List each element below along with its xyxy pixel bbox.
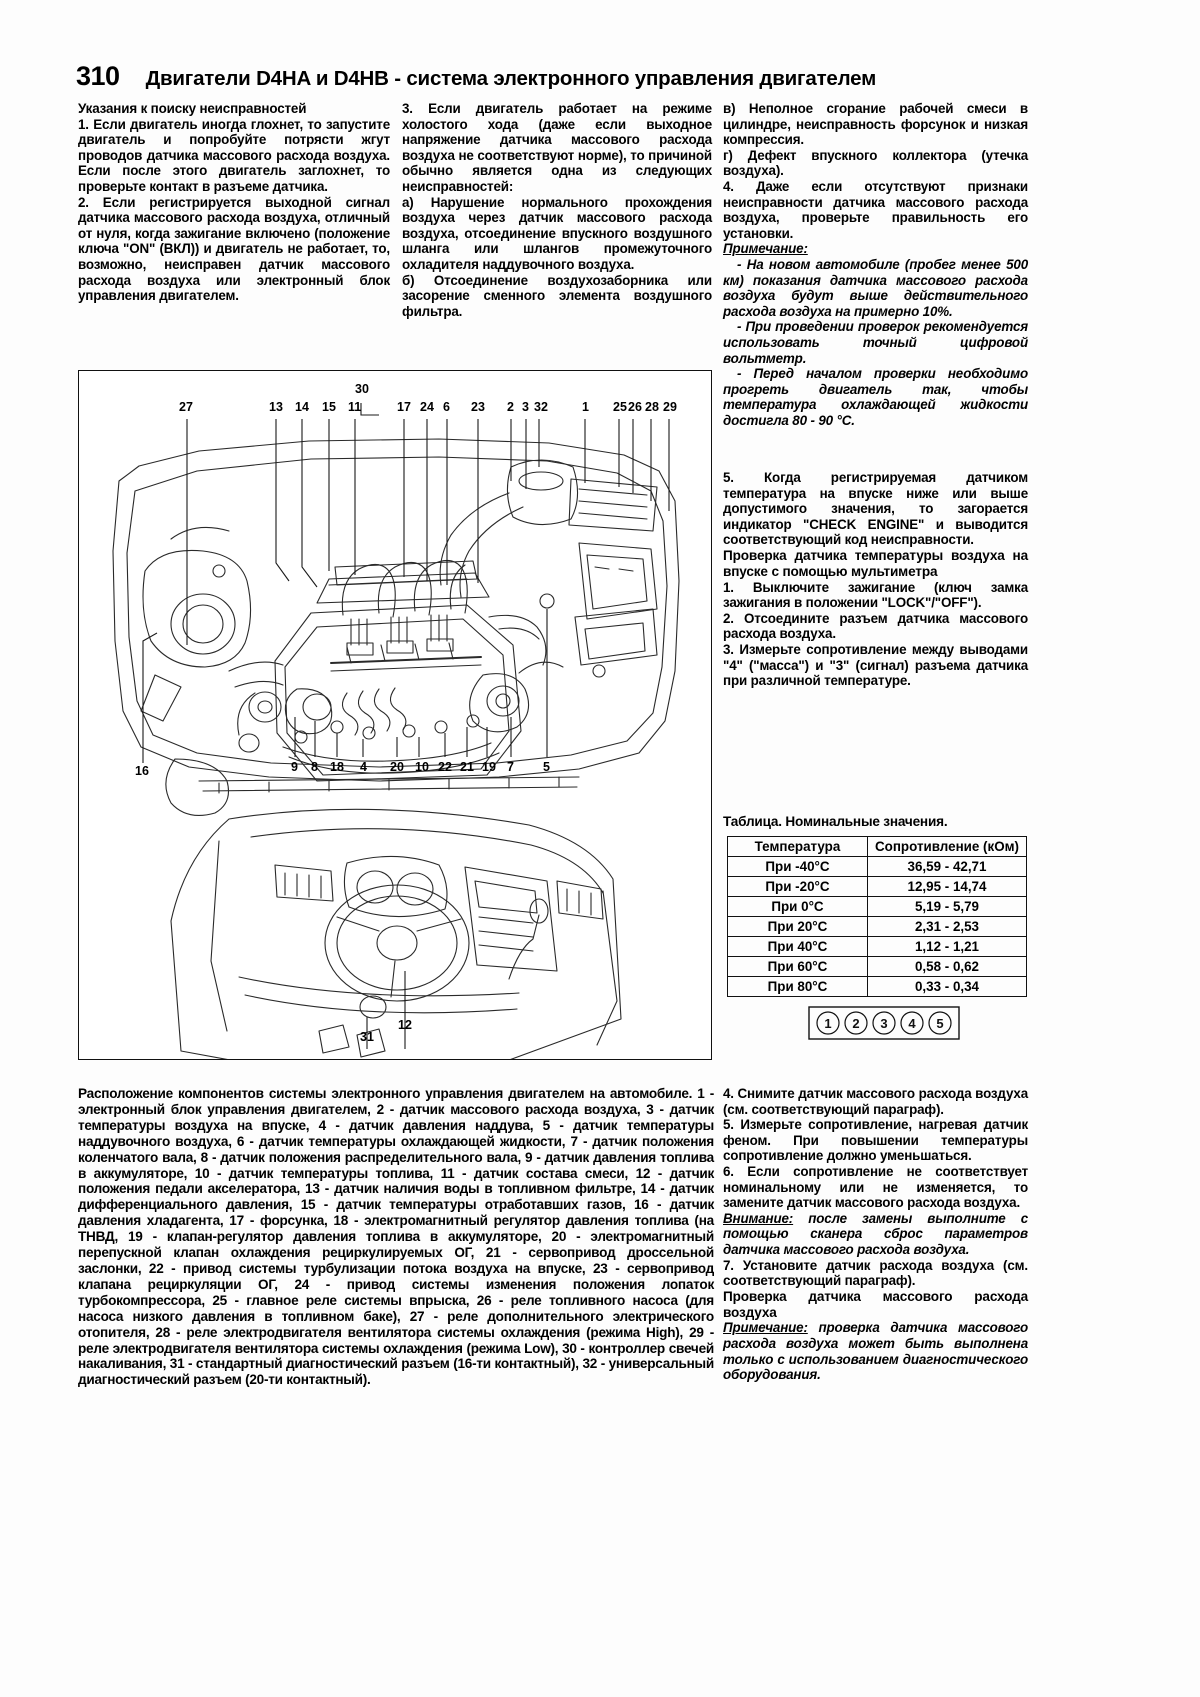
- cell-resistance: 36,59 - 42,71: [868, 857, 1027, 877]
- warning-text: после замены выполните с помощью сканера сброс параметров датчика массового расхода воздуха.: [723, 1210, 1028, 1257]
- note-item-2: - При проведении проверок рекомендуется использовать точный цифровой вольтметр.: [723, 319, 1028, 366]
- callout-20: 20: [390, 760, 404, 774]
- column3b-step-5: 5. Измерьте сопротивление, нагревая датчик феном. При повышении температуры сопротивление должно уменьшаться.: [723, 1117, 1028, 1164]
- column-2: [402, 101, 712, 319]
- callout-32: 32: [534, 400, 548, 414]
- note-paragraph: [723, 1320, 1028, 1382]
- cell-temperature: При 0°С: [728, 897, 868, 917]
- table-row: [728, 917, 1027, 937]
- callout-14: 14: [295, 400, 309, 414]
- callout-8: 8: [311, 760, 318, 774]
- section-heading-maf-check: Проверка датчика массового расхода воздуха: [723, 1288, 1028, 1320]
- warning-label: Внимание:: [723, 1210, 794, 1226]
- table-header-resistance: Сопротивление (кОм): [868, 837, 1027, 857]
- cell-resistance: 1,12 - 1,21: [868, 937, 1027, 957]
- column-3-middle: [723, 470, 1028, 689]
- table-title: Таблица. Номинальные значения.: [723, 814, 948, 829]
- cell-temperature: При -20°С: [728, 877, 868, 897]
- bottom-note-label: Примечание:: [723, 1320, 808, 1336]
- callout-28: 28: [645, 400, 659, 414]
- callout-16: 16: [135, 764, 149, 778]
- pin-label-2: 2: [852, 1016, 860, 1031]
- callout-12: 12: [398, 1018, 412, 1032]
- column2-paragraph-3: б) Отсоединение воздухозаборника или засорение сменного элемента воздушного фильтра.: [402, 272, 712, 319]
- section-heading-maf-temp-check: Проверка датчика температуры воздуха на впуске с помощью мультиметра: [723, 547, 1028, 579]
- figure-caption: Расположение компонентов системы электронного управления двигателем на автомобиле. 1 - электронный блок управления двигателем, 2 - датчик массового расхода воздуха, 3 - датчик температуры воздуха на впуске, 4 - датчик давления наддува, 5 - датчик температуры наддувочного воздуха, 6 - датчик температуры охлаждающей жидкости, 7 - датчик положения коленчатого вала, 8 - датчик положения распределительного вала, 9 - датчик давления топлива в аккумуляторе, 10 - датчик температуры топлива, 11 - датчик состава смеси, 12 - датчик положения педали акселератора, 13 - датчик наличия воды в топливном фильтре, 14 - датчик дифференциального давления, 15 - датчик температуры отработавших газов, 16 - датчик давления хладагента, 17 - форсунка, 18 - электромагнитный регулятор давления топлива (на ТНВД, 19 - клапан-регулятор давления топлива в аккумуляторе, 20 - электромагнитный перепускной клапан охлаждения рециркулируемых ОГ, 21 - сервопривод дроссельной заслонки, 22 - привод системы турбулизации потока воздуха на впуске, 23 - сервопривод клапана рециркуляции ОГ, 24 - привод системы изменения положения лопаток турбокомпрессора, 25 - главное реле системы впрыска, 26 - реле топливного насоса (для насоса низкого давления в топливном баке), 27 - реле дополнительного электрического отопителя, 28 - реле электродвигателя вентилятора системы охлаждения (режима High), 29 - реле электродвигателя вентилятора системы охлаждения (режима Low), 30 - контроллер свечей накаливания, 31 - стандартный диагностический разъем (16-ти контактный), 32 - универсальный диагностический разъем (20-ти контактный).: [78, 1086, 714, 1388]
- column3b-step-7: 7. Установите датчик расхода воздуха (см. соответствующий параграф).: [723, 1257, 1028, 1289]
- column3-paragraph-3: 4. Даже если отсутствуют признаки неисправности датчика массового расхода воздуха, проверьте правильность его установки.: [723, 178, 1028, 241]
- table-row: [728, 877, 1027, 897]
- column3-step-1: 1. Выключите зажигание (ключ замка зажигания в положении "LOCK"/"OFF").: [723, 579, 1028, 611]
- table-row: [728, 897, 1027, 917]
- callout-31: 31: [360, 1030, 374, 1044]
- callout-3: 3: [522, 400, 529, 414]
- callout-10: 10: [415, 760, 429, 774]
- callout-13: 13: [269, 400, 283, 414]
- cell-resistance: 0,58 - 0,62: [868, 957, 1027, 977]
- engine-diagram-svg: [79, 371, 711, 1059]
- callout-26: 26: [628, 400, 642, 414]
- column2-paragraph-2: а) Нарушение нормального прохождения воздуха через датчик массового расхода воздуха, отсоединение впускного воздушного шланга или шлангов промежуточного охладителя наддувочного воздуха.: [402, 194, 712, 272]
- cell-resistance: 0,33 - 0,34: [868, 977, 1027, 997]
- connector-pinout-diagram: [808, 1006, 960, 1040]
- table-header-row: [728, 837, 1027, 857]
- column3b-step-6: 6. Если сопротивление не соответствует номинальному или не изменяется, то замените датчик массового расхода воздуха.: [723, 1163, 1028, 1211]
- column3-paragraph-1: в) Неполное сгорание рабочей смеси в цилиндре, неисправность форсунок и низкая компрессия.: [723, 101, 1028, 148]
- column3-step-2: 2. Отсоедините разъем датчика массового расхода воздуха.: [723, 610, 1028, 642]
- cell-resistance: 2,31 - 2,53: [868, 917, 1027, 937]
- column-3: [723, 101, 1028, 428]
- cell-temperature: При 60°С: [728, 957, 868, 977]
- page-header: [76, 50, 1126, 90]
- note-item-1: - На новом автомобиле (пробег менее 500 км) показания датчика массового расхода воздуха будут выше действительного расхода воздуха на примерно 10%.: [723, 256, 1028, 319]
- column1-paragraph-2: 2. Если регистрируется выходной сигнал датчика массового расхода воздуха, отличный от нуля, когда зажигание включено (положение ключа "ON" (ВКЛ)) и двигатель не работает, то, возможно, неисправен датчик массового расхода воздуха или электронный блок управления двигателем.: [78, 194, 390, 304]
- table-row: [728, 857, 1027, 877]
- note-item-3: - Перед началом проверки необходимо прогреть двигатель так, чтобы температура охлаждающей жидкости достигла 80 - 90 °С.: [723, 366, 1028, 428]
- callout-6: 6: [443, 400, 450, 414]
- cell-temperature: При 80°С: [728, 977, 868, 997]
- callout-19: 19: [482, 760, 496, 774]
- cell-temperature: При -40°С: [728, 857, 868, 877]
- callout-1: 1: [582, 400, 589, 414]
- callout-4: 4: [360, 760, 367, 774]
- column3-step-3: 3. Измерьте сопротивление между выводами "4" ("масса") и "3" (сигнал) разъема датчика при различной температуре.: [723, 641, 1028, 689]
- cell-temperature: При 40°С: [728, 937, 868, 957]
- callout-17: 17: [397, 400, 411, 414]
- callout-21: 21: [460, 760, 474, 774]
- bottom-note-text: проверка датчика массового расхода воздуха может быть выполнена только с использованием диагностического оборудования.: [723, 1320, 1028, 1383]
- callout-27: 27: [179, 400, 193, 414]
- callout-2: 2: [507, 400, 514, 414]
- callout-30: 30: [355, 382, 369, 396]
- nominal-values-table: [727, 836, 1027, 997]
- table-header-temperature: Температура: [728, 837, 868, 857]
- page-title: Двигатели D4HA и D4HB - система электронного управления двигателем: [145, 66, 877, 90]
- cell-temperature: При 20°С: [728, 917, 868, 937]
- callout-25: 25: [613, 400, 627, 414]
- callout-23: 23: [471, 400, 485, 414]
- callout-29: 29: [663, 400, 677, 414]
- column3-paragraph-5: 5. Когда регистрируемая датчиком температура на впуске ниже или выше допустимого значения, то загорается индикатор "CHECK ENGINE" и выводится соответствующий код неисправности.: [723, 470, 1028, 548]
- callout-7: 7: [507, 760, 514, 774]
- troubleshooting-heading: Указания к поиску неисправностей: [78, 101, 307, 116]
- column2-paragraph-1: 3. Если двигатель работает на режиме холостого хода (даже если выходное напряжение датчика массового расхода воздуха не соответствуют норме), то причиной обычно является одна из следующих неисправностей:: [402, 101, 712, 194]
- callout-9: 9: [291, 760, 298, 774]
- pin-label-3: 3: [880, 1016, 888, 1031]
- callout-18: 18: [330, 760, 344, 774]
- pin-label-4: 4: [908, 1016, 916, 1031]
- engine-layout-figure: [78, 370, 712, 1060]
- page-number: 310: [76, 61, 120, 91]
- column3-paragraph-2: г) Дефект впускного коллектора (утечка воздуха).: [723, 147, 1028, 179]
- column-3-bottom: [723, 1086, 1028, 1383]
- cell-resistance: 5,19 - 5,79: [868, 897, 1027, 917]
- callout-5: 5: [543, 760, 550, 774]
- table-row: [728, 977, 1027, 997]
- column-1: [78, 101, 390, 304]
- table-row: [728, 937, 1027, 957]
- column3b-step-4: 4. Снимите датчик массового расхода воздуха (см. соответствующий параграф).: [723, 1086, 1028, 1117]
- callout-24: 24: [420, 400, 434, 414]
- callout-15: 15: [322, 400, 336, 414]
- warning-paragraph: [723, 1211, 1028, 1258]
- pin-label-5: 5: [936, 1016, 944, 1031]
- callout-22: 22: [438, 760, 452, 774]
- table-row: [728, 957, 1027, 977]
- pin-label-1: 1: [824, 1016, 832, 1031]
- note-label: Примечание:: [723, 241, 808, 257]
- column1-paragraph-1: 1. Если двигатель иногда глохнет, то запустите двигатель и попробуйте потрясти жгут проводов датчика массового расхода воздуха. Если после этого двигатель заглохнет, то проверьте контакт в разъеме датчика.: [78, 116, 390, 194]
- cell-resistance: 12,95 - 14,74: [868, 877, 1027, 897]
- callout-11: 11: [348, 400, 362, 414]
